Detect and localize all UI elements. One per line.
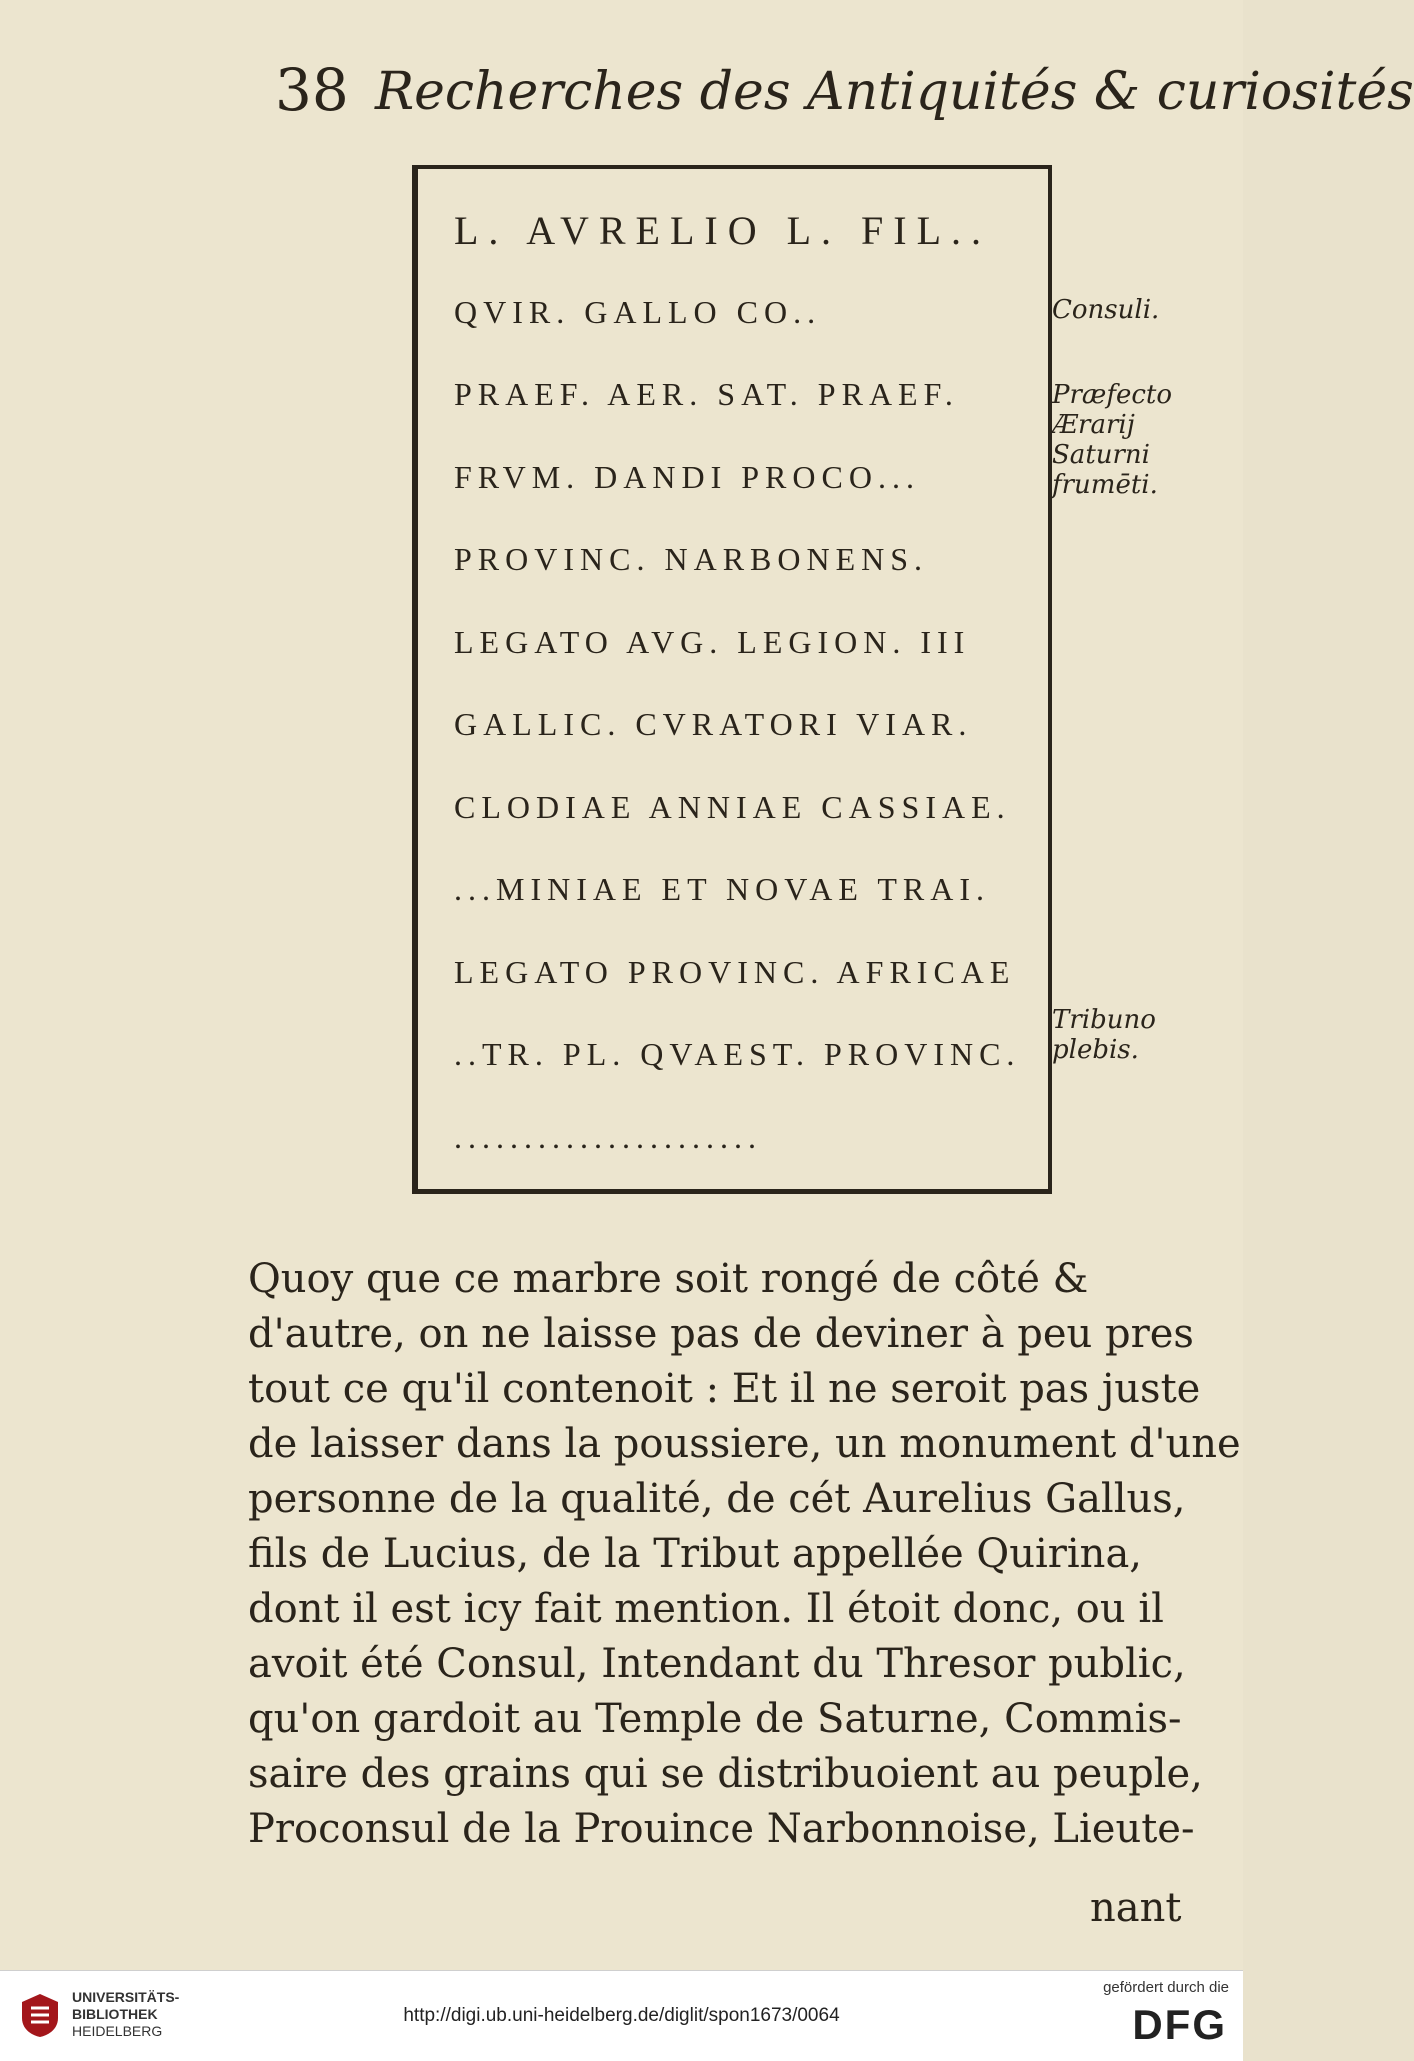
margin-note-line: frumēti. bbox=[1052, 470, 1158, 500]
inscription-box bbox=[412, 165, 1052, 1194]
margin-note-line: Ærarij bbox=[1052, 410, 1135, 440]
inscription-line: LEGATO PROVINC. AFRICAE bbox=[454, 954, 1016, 990]
body-line: qu'on gardoit au Temple de Saturne, Commis- bbox=[248, 1696, 1182, 1742]
inscription-line: ...MINIAE ET NOVAE TRAI. bbox=[454, 871, 990, 907]
body-line: dont il est icy fait mention. Il étoit donc, ou il bbox=[248, 1586, 1164, 1632]
body-line: avoit été Consul, Intendant du Thresor public, bbox=[248, 1641, 1186, 1687]
body-line: de laisser dans la poussiere, un monument d'une bbox=[248, 1421, 1241, 1467]
footer-bar bbox=[0, 1970, 1243, 2061]
margin-note-line: Saturni bbox=[1052, 440, 1150, 470]
page-number: 38 bbox=[275, 56, 349, 124]
source-url[interactable]: http://digi.ub.uni-heidelberg.de/diglit/spon1673/0064 bbox=[403, 2005, 840, 2026]
page-header bbox=[275, 50, 1414, 130]
inscription-line: ...................... bbox=[454, 1119, 762, 1155]
inscription-line: GALLIC. CVRATORI VIAR. bbox=[454, 706, 973, 742]
body-line: saire des grains qui se distribuoient au peuple, bbox=[248, 1751, 1203, 1797]
margin-note-tribuno bbox=[1052, 1005, 1232, 1065]
margin-note-consuli: Consuli. bbox=[1052, 295, 1160, 325]
body-line: tout ce qu'il contenoit : Et il ne seroit pas juste bbox=[248, 1366, 1201, 1412]
inscription-line: PRAEF. AER. SAT. PRAEF. bbox=[454, 376, 959, 412]
funded-by-label: gefördert durch die bbox=[1103, 1979, 1229, 1996]
margin-note-praefecto bbox=[1052, 380, 1232, 500]
margin-note-line: Præfecto bbox=[1052, 380, 1173, 410]
margin-note-line: plebis. bbox=[1052, 1035, 1139, 1065]
body-line: personne de la qualité, de cét Aurelius Gallus, bbox=[248, 1476, 1186, 1522]
inscription-line: L. AVRELIO L. FIL.. bbox=[454, 208, 992, 253]
inscription-line: CLODIAE ANNIAE CASSIAE. bbox=[454, 789, 1011, 825]
running-title: Recherches des Antiquités & curiosités bbox=[375, 62, 1414, 122]
inscription-line: ..TR. PL. QVAEST. PROVINC. bbox=[454, 1036, 1021, 1072]
inscription-line: QVIR. GALLO CO.. bbox=[454, 294, 822, 330]
institution-line: UNIVERSITÄTS- bbox=[72, 1989, 180, 2005]
body-line: Quoy que ce marbre soit rongé de côté & bbox=[248, 1256, 1089, 1302]
institution-line: BIBLIOTHEK bbox=[72, 2006, 158, 2022]
institution-line: HEIDELBERG bbox=[72, 2023, 163, 2039]
inscription-line: FRVM. DANDI PROCO... bbox=[454, 459, 920, 495]
inscription-line: PROVINC. NARBONENS. bbox=[454, 541, 929, 577]
body-line: fils de Lucius, de la Tribut appellée Quirina, bbox=[248, 1531, 1143, 1577]
body-line: d'autre, on ne laisse pas de deviner à peu pres bbox=[248, 1311, 1194, 1357]
inscription-line: LEGATO AVG. LEGION. III bbox=[454, 624, 971, 660]
margin-note-line: Tribuno bbox=[1052, 1005, 1156, 1035]
body-line: Proconsul de la Prouince Narbonnoise, Lieute- bbox=[248, 1806, 1195, 1852]
catchword: nant bbox=[1090, 1885, 1182, 1931]
dfg-logo: DFG bbox=[1132, 2001, 1227, 2048]
